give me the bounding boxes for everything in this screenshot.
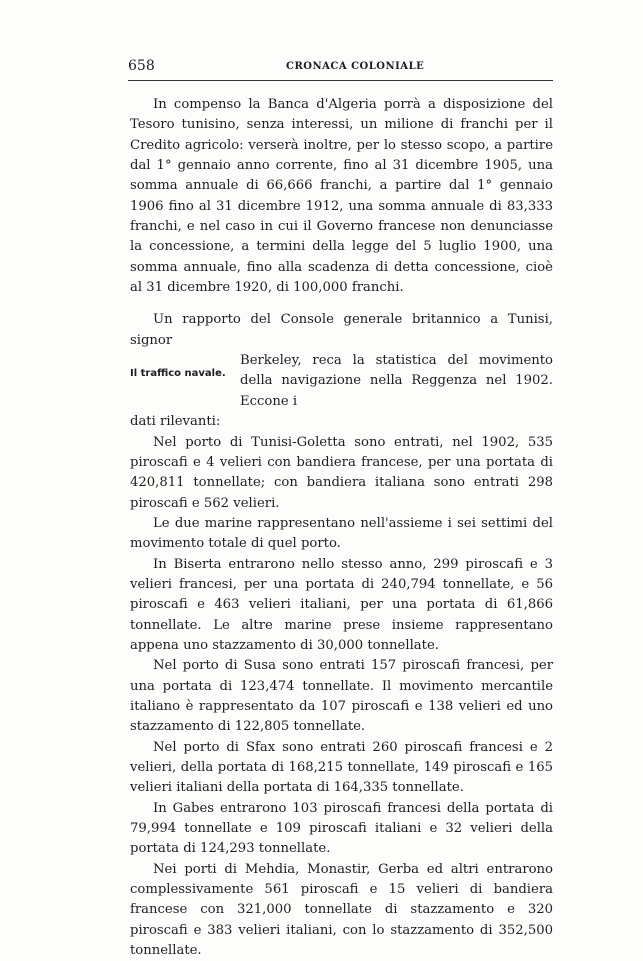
sidenote-label: Il traffico navale.	[130, 368, 226, 380]
sidenote-block	[130, 351, 553, 412]
paragraph-biserta: In Biserta entrarono nello stesso anno, 299 piroscafi e 3 velieri francesi, per una portata di 240,794 tonnellate, e 56 piroscafi e 463 velieri italiani, per una portata di 61,866 tonnellate. Le altre marine prese insieme rappresentano appena uno stazzamento di 30,000 tonnellate.	[130, 556, 553, 653]
page-header	[128, 58, 553, 78]
paragraph-altri-porti: Nei porti di Mehdia, Monastir, Gerba ed altri entrarono complessivamente 561 piroscafi e 15 velieri di bandiera francese con 321,000 tonnellate di stazzamento e 320 piroscafi e 383 velieri italiani, con lo stazzamento di 352,500 tonnellate.	[130, 861, 553, 959]
paragraph-susa: Nel porto di Susa sono entrati 157 piroscafi francesi, per una portata di 123,474 tonnellate. Il movimento mercantile italiano è rappresentato da 107 piroscafi e 138 velieri ed uno stazzamento di 122,805 tonnellate.	[130, 658, 553, 735]
paragraph-sfax: Nel porto di Sfax sono entrati 260 piroscafi francesi e 2 velieri, della portata di 168,215 tonnellate, 149 piroscafi e 165 velieri italiani della portata di 164,335 tonnellate.	[130, 739, 553, 796]
section-traffico-navale	[130, 310, 553, 961]
section-intro-side-text: Berkeley, reca la statistica del movimento della navigazione nella Reggenza nel 1902. Eccone i	[240, 353, 553, 409]
paragraph-banca-algeria: In compenso la Banca d'Algeria porrà a disposizione del Tesoro tunisino, senza interessi, un milione di franchi per il Credito agricolo: verserà inoltre, per lo stesso scopo, a partire dal 1° gennaio anno corrente, fino al 31 dicembre 1905, una somma annuale di 66,666 franchi, a partire dal 1° gennaio 1906 fino al 31 dicembre 1912, una somma annuale di 83,333 franchi, e nel caso in cui il Governo francese non denunciasse la concessione, a termini della legge del 5 luglio 1900, una somma annuale, fino alla scadenza di detta concessione, cioè al 31 dicembre 1920, di 100,000 franchi.	[130, 97, 553, 296]
page-body	[130, 95, 553, 961]
paragraph-due-marine: Le due marine rappresentano nell'assieme i sei settimi del movimento totale di quel porto.	[130, 515, 553, 552]
header-rule	[128, 80, 553, 81]
section-intro-end: dati rilevanti:	[130, 414, 221, 430]
paragraph-tunisi-goletta: Nel porto di Tunisi-Goletta sono entrati, nel 1902, 535 piroscafi e 4 velieri con bandiera francese, per una portata di 420,811 tonnellate; con bandiera italiana sono entrati 298 piroscafi e 562 velieri.	[130, 434, 553, 511]
paragraph-gabes: In Gabes entrarono 103 piroscafi francesi della portata di 79,994 tonnellate e 109 piroscafi italiani e 32 velieri della portata di 124,293 tonnellate.	[130, 800, 553, 857]
page-number: 658	[128, 58, 155, 74]
running-title: CRONACA COLONIALE	[286, 61, 425, 72]
section-intro-first-line: Un rapporto del Console generale britannico a Tunisi, signor	[130, 312, 553, 348]
